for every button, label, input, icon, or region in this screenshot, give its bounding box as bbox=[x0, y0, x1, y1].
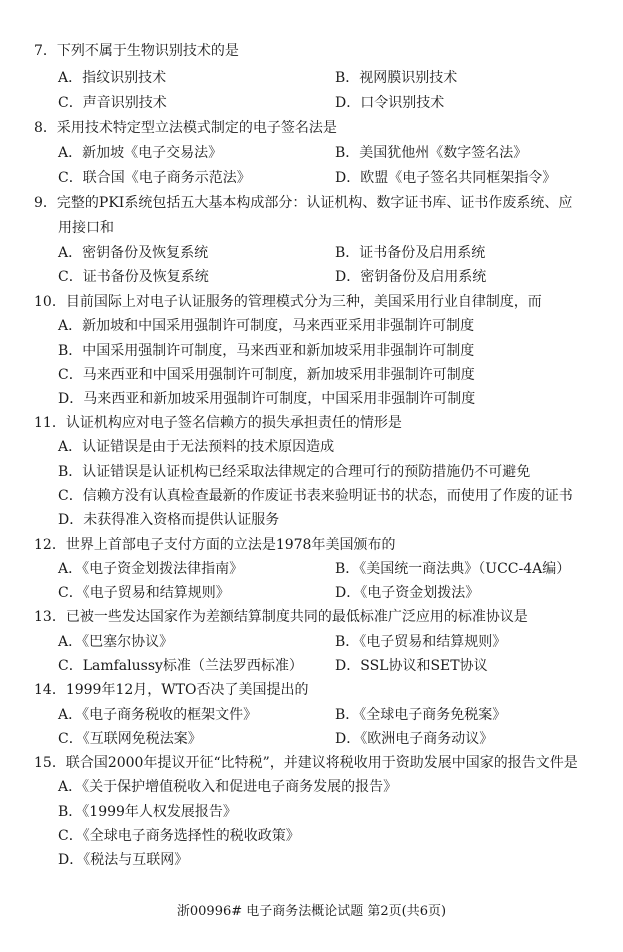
question-8-option-b: B．美国犹他州《数字签名法》 bbox=[335, 145, 528, 161]
question-8-option-d: D．欧盟《电子签名共同框架指令》 bbox=[335, 170, 557, 186]
question-10-option-d: D．马来西亚和新加坡采用强制许可制度，中国采用非强制许可制度 bbox=[58, 391, 476, 407]
question-14-option-a: A．《电子商务税收的框架文件》 bbox=[58, 707, 258, 723]
question-9-option-a: A．密钥备份及恢复系统 bbox=[58, 245, 209, 261]
question-12-option-b: B．《美国统一商法典》（UCC-4A编） bbox=[335, 561, 571, 577]
question-15-option-d: D．《税法与互联网》 bbox=[58, 852, 189, 868]
question-14-stem: 14．1999年12月，WTO否决了美国提出的 bbox=[34, 682, 309, 698]
question-13-option-d: D．SSL协议和SET协议 bbox=[335, 658, 488, 674]
question-12-option-d: D．《电子资金划拨法》 bbox=[335, 585, 480, 601]
question-13-option-b: B．《电子贸易和结算规则》 bbox=[335, 634, 507, 650]
question-12-option-a: A．《电子资金划拨法律指南》 bbox=[58, 561, 244, 577]
question-15-option-c: C．《全球电子商务选择性的税收政策》 bbox=[58, 828, 300, 844]
question-13-stem: 13．已被一些发达国家作为差额结算制度共同的最低标准广泛应用的标准协议是 bbox=[34, 609, 528, 625]
question-9-stem-continued: 用接口和 bbox=[58, 220, 114, 236]
question-9-option-d: D．密钥备份及启用系统 bbox=[335, 269, 487, 285]
question-10-option-c: C．马来西亚和中国采用强制许可制度，新加坡采用非强制许可制度 bbox=[58, 367, 475, 383]
question-11-stem: 11．认证机构应对电子签名信赖方的损失承担责任的情形是 bbox=[34, 415, 402, 431]
question-8-stem: 8．采用技术特定型立法模式制定的电子签名法是 bbox=[34, 120, 337, 136]
question-9-option-b: B．证书备份及启用系统 bbox=[335, 245, 486, 261]
question-12-option-c: C．《电子贸易和结算规则》 bbox=[58, 585, 230, 601]
question-15-stem: 15．联合国2000年提议开征“比特税”，并建议将税收用于资助发展中国家的报告文件是 bbox=[34, 755, 578, 771]
question-7-option-c: C．声音识别技术 bbox=[58, 95, 167, 111]
question-10-stem: 10．目前国际上对电子认证服务的管理模式分为三种，美国采用行业自律制度，而 bbox=[34, 294, 542, 310]
question-9-stem: 9．完整的PKI系统包括五大基本构成部分：认证机构、数字证书库、证书作废系统、应 bbox=[34, 195, 573, 211]
question-7-option-b: B．视网膜识别技术 bbox=[335, 70, 458, 86]
question-8-option-a: A．新加坡《电子交易法》 bbox=[58, 145, 223, 161]
question-13-option-a: A．《巴塞尔协议》 bbox=[58, 634, 174, 650]
question-7-stem: 7．下列不属于生物识别技术的是 bbox=[34, 43, 239, 59]
question-11-option-b: B．认证错误是认证机构已经采取法律规定的合理可行的预防措施仍不可避免 bbox=[58, 464, 531, 480]
question-10-option-a: A．新加坡和中国采用强制许可制度，马来西亚采用非强制许可制度 bbox=[58, 318, 475, 334]
question-13-option-c: C．Lamfalussy标准（兰法罗西标准） bbox=[58, 658, 303, 674]
question-10-option-b: B．中国采用强制许可制度，马来西亚和新加坡采用非强制许可制度 bbox=[58, 343, 475, 359]
question-9-option-c: C．证书备份及恢复系统 bbox=[58, 269, 209, 285]
question-7-option-d: D．口令识别技术 bbox=[335, 95, 445, 111]
question-7-option-a: A．指纹识别技术 bbox=[58, 70, 167, 86]
question-14-option-b: B．《全球电子商务免税案》 bbox=[335, 707, 507, 723]
question-15-option-b: B．《1999年人权发展报告》 bbox=[58, 804, 237, 820]
question-14-option-d: D．《欧洲电子商务动议》 bbox=[335, 731, 494, 747]
question-12-stem: 12．世界上首部电子支付方面的立法是1978年美国颁布的 bbox=[34, 537, 396, 553]
question-11-option-c: C．信赖方没有认真检查最新的作废证书表来验明证书的状态，而使用了作废的证书 bbox=[58, 488, 573, 504]
page-footer: 浙00996# 电子商务法概论试题 第2页(共6页) bbox=[176, 904, 447, 919]
question-14-option-c: C．《互联网免税法案》 bbox=[58, 731, 202, 747]
question-8-option-c: C．联合国《电子商务示范法》 bbox=[58, 170, 251, 186]
question-11-option-a: A．认证错误是由于无法预料的技术原因造成 bbox=[58, 439, 335, 455]
question-15-option-a: A．《关于保护增值税收入和促进电子商务发展的报告》 bbox=[58, 779, 398, 795]
question-11-option-d: D．未获得准入资格而提供认证服务 bbox=[58, 512, 280, 528]
